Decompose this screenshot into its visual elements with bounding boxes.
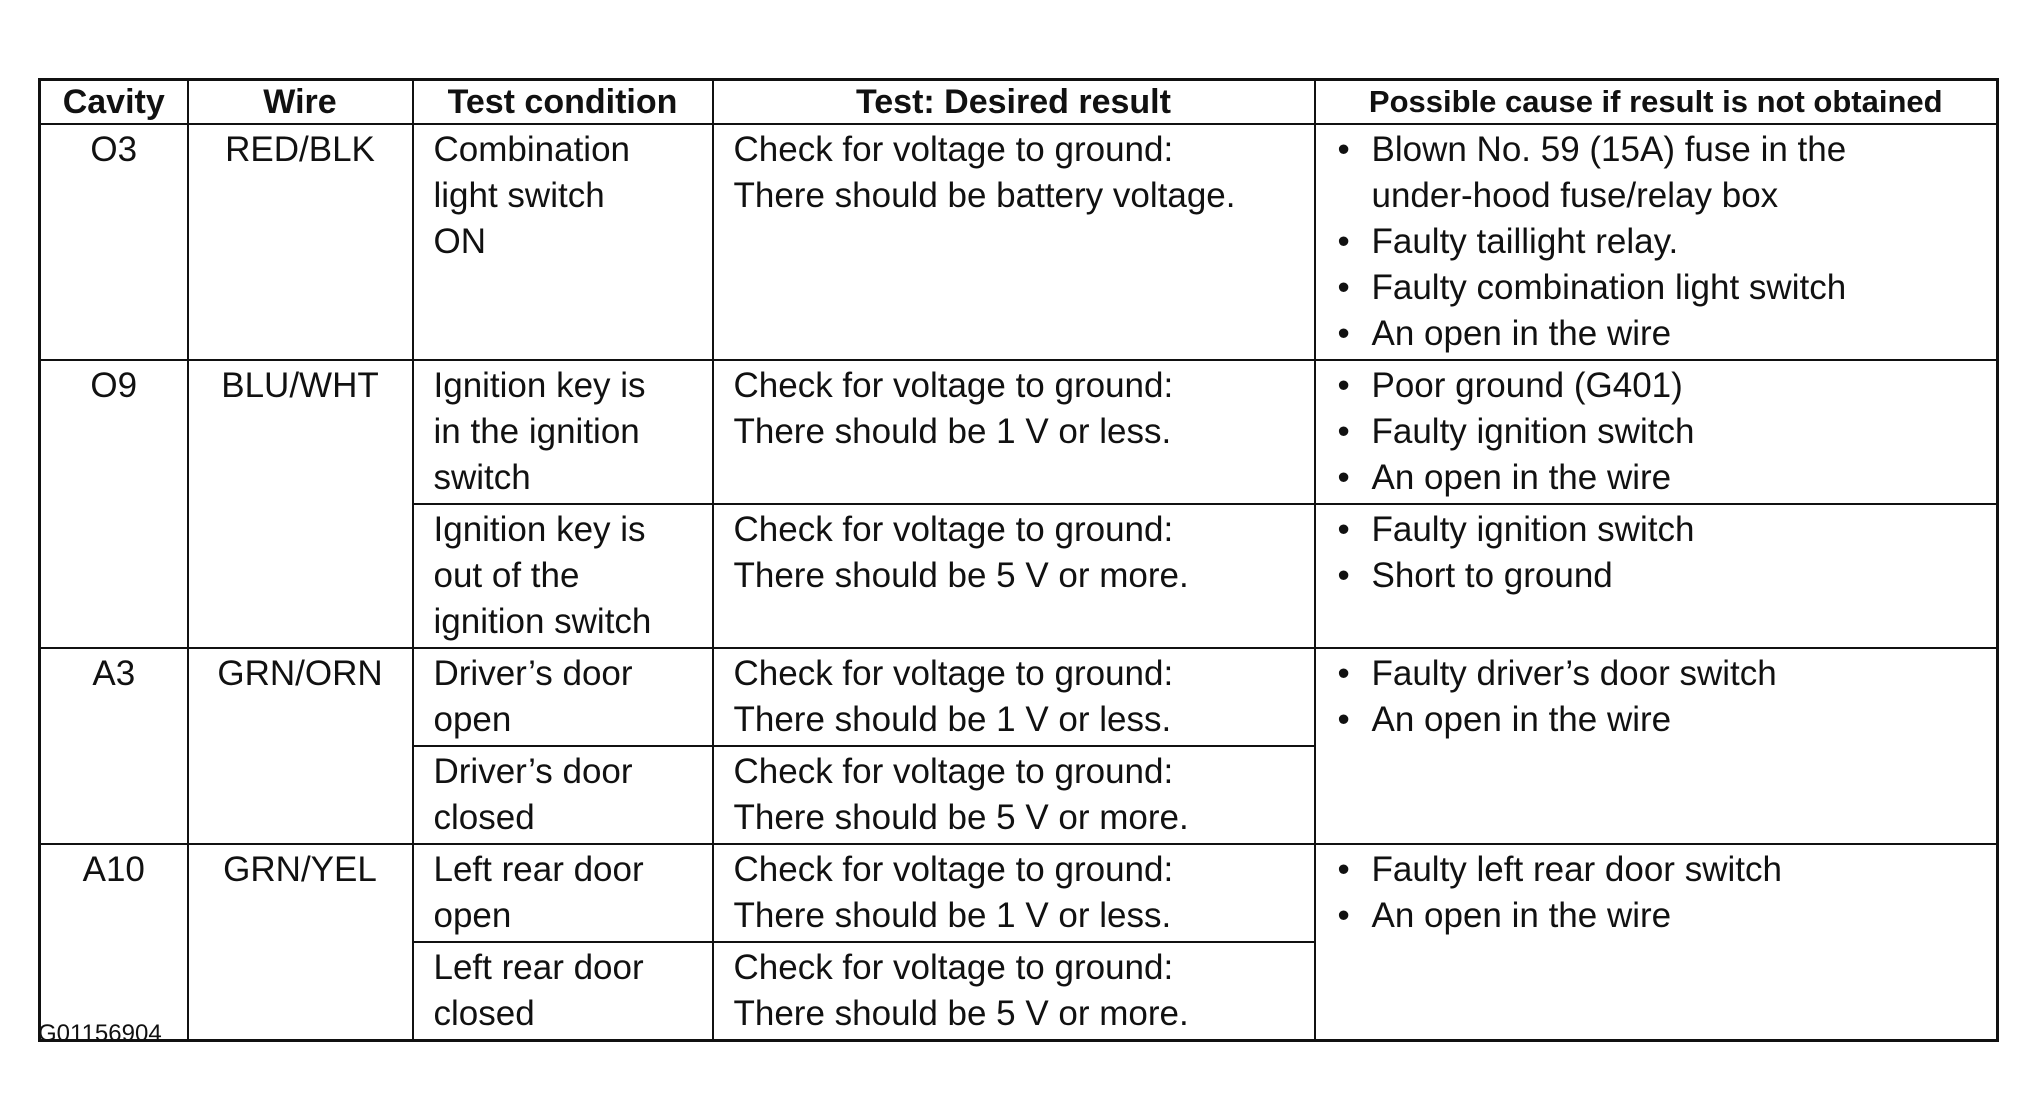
cause-item: • An open in the wire	[1336, 893, 1983, 939]
condition-line: Combination	[433, 130, 630, 169]
test-condition-cell	[413, 648, 713, 746]
desired-result-cell	[713, 124, 1315, 360]
possible-cause-cell	[1315, 504, 1998, 648]
possible-cause-cell	[1315, 844, 1998, 1041]
cause-item: • An open in the wire	[1336, 455, 1983, 501]
condition-line: Ignition key is	[433, 510, 646, 549]
desired-result-cell	[713, 746, 1315, 844]
cavity-cell: A10	[40, 844, 188, 1041]
header-row	[40, 80, 1998, 125]
result-line: There should be 1 V or less.	[733, 896, 1172, 935]
result-line: There should be 5 V or more.	[733, 798, 1189, 837]
cause-item: • Faulty driver’s door switch	[1336, 651, 1983, 697]
cause-line: under-hood fuse/relay box	[1371, 176, 1779, 215]
cause-item	[1336, 127, 1983, 219]
result-line: Check for voltage to ground:	[733, 850, 1174, 889]
condition-line: in the ignition	[433, 412, 640, 451]
table-row	[40, 360, 1998, 504]
condition-line: closed	[433, 994, 535, 1033]
cause-list	[1336, 651, 1983, 743]
cause-item: • An open in the wire	[1336, 697, 1983, 743]
result-line: There should be 5 V or more.	[733, 556, 1189, 595]
cause-item: • Faulty ignition switch	[1336, 409, 1983, 455]
cause-line: • Blown No. 59 (15A) fuse in the	[1371, 130, 1847, 169]
wire-cell: RED/BLK	[188, 124, 413, 360]
wire-cell: GRN/ORN	[188, 648, 413, 844]
wire-cell: BLU/WHT	[188, 360, 413, 648]
desired-result-cell	[713, 942, 1315, 1041]
result-line: There should be 5 V or more.	[733, 994, 1189, 1033]
possible-cause-cell	[1315, 648, 1998, 844]
result-line: Check for voltage to ground:	[733, 130, 1174, 169]
condition-line: ignition switch	[433, 602, 652, 641]
diagnostic-table	[38, 78, 1999, 1042]
condition-line: light switch	[433, 176, 605, 215]
cause-item: • Faulty combination light switch	[1336, 265, 1983, 311]
result-line: Check for voltage to ground:	[733, 752, 1174, 791]
cause-list	[1336, 363, 1983, 501]
possible-cause-cell	[1315, 124, 1998, 360]
condition-line: open	[433, 896, 512, 935]
condition-line: closed	[433, 798, 535, 837]
table-row	[40, 124, 1998, 360]
table-row	[40, 648, 1998, 746]
cause-item: • Faulty taillight relay.	[1336, 219, 1983, 265]
cause-item: • Poor ground (G401)	[1336, 363, 1983, 409]
header-desired-result: Test: Desired result	[713, 80, 1315, 125]
wire-cell: GRN/YEL	[188, 844, 413, 1041]
condition-line: switch	[433, 458, 531, 497]
condition-line: Driver’s door	[433, 654, 633, 693]
desired-result-cell	[713, 504, 1315, 648]
header-wire: Wire	[188, 80, 413, 125]
figure-code: G01156904	[38, 1020, 162, 1047]
result-line: There should be 1 V or less.	[733, 412, 1172, 451]
header-possible-cause: Possible cause if result is not obtained	[1315, 80, 1998, 125]
desired-result-cell	[713, 844, 1315, 942]
result-line: There should be 1 V or less.	[733, 700, 1172, 739]
desired-result-cell	[713, 360, 1315, 504]
header-test-condition: Test condition	[413, 80, 713, 125]
header-cavity: Cavity	[40, 80, 188, 125]
table-row	[40, 844, 1998, 942]
desired-result-cell	[713, 648, 1315, 746]
cause-item: • Faulty ignition switch	[1336, 507, 1983, 553]
test-condition-cell	[413, 124, 713, 360]
result-line: Check for voltage to ground:	[733, 366, 1174, 405]
test-condition-cell	[413, 844, 713, 942]
cause-item: • Faulty left rear door switch	[1336, 847, 1983, 893]
cause-list	[1336, 507, 1983, 599]
condition-line: Driver’s door	[433, 752, 633, 791]
result-line: Check for voltage to ground:	[733, 654, 1174, 693]
cavity-cell: A3	[40, 648, 188, 844]
test-condition-cell	[413, 746, 713, 844]
cause-list	[1336, 847, 1983, 939]
condition-line: ON	[433, 222, 486, 261]
cavity-cell: O9	[40, 360, 188, 648]
test-condition-cell	[413, 360, 713, 504]
condition-line: Left rear door	[433, 948, 644, 987]
test-condition-cell	[413, 942, 713, 1041]
result-line: There should be battery voltage.	[733, 176, 1236, 215]
test-condition-cell	[413, 504, 713, 648]
cavity-cell: O3	[40, 124, 188, 360]
condition-line: Ignition key is	[433, 366, 646, 405]
cause-list	[1336, 127, 1983, 357]
result-line: Check for voltage to ground:	[733, 948, 1174, 987]
condition-line: out of the	[433, 556, 580, 595]
result-line: Check for voltage to ground:	[733, 510, 1174, 549]
cause-item: • Short to ground	[1336, 553, 1983, 599]
condition-line: open	[433, 700, 512, 739]
condition-line: Left rear door	[433, 850, 644, 889]
cause-item: • An open in the wire	[1336, 311, 1983, 357]
possible-cause-cell	[1315, 360, 1998, 504]
